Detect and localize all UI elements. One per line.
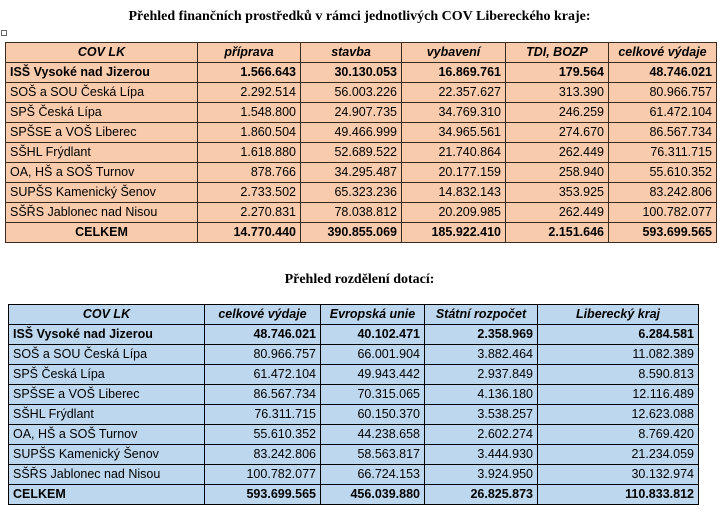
table-row [9,325,699,345]
school-name-cell: CELKEM [9,485,205,505]
amount-cell: 1.618.880 [198,143,301,163]
amount-cell: 30.132.974 [538,465,699,485]
school-name-cell: CELKEM [6,223,198,243]
table-row [9,485,699,505]
amount-cell: 49.943.442 [321,365,425,385]
table2-title: Přehled rozdělení dotací: [284,272,435,287]
school-name-cell: SŠŘS Jablonec nad Nisou [9,465,205,485]
column-header: celkové výdaje [205,305,321,325]
table-header-row [6,43,717,63]
amount-cell: 2.602.274 [425,425,538,445]
amount-cell: 24.907.735 [301,103,402,123]
amount-cell: 70.315.065 [321,385,425,405]
column-header: vybavení [402,43,506,63]
table-row [9,405,699,425]
column-header: celkové výdaje [609,43,717,63]
school-name-cell: ISŠ Vysoké nad Jizerou [6,63,198,83]
school-name-cell: SPŠ Česká Lípa [6,103,198,123]
amount-cell: 8.590.813 [538,365,699,385]
table-row [6,63,717,83]
amount-cell: 6.284.581 [538,325,699,345]
amount-cell: 179.564 [506,63,609,83]
amount-cell: 55.610.352 [609,163,717,183]
school-name-cell: SŠHL Frýdlant [6,143,198,163]
amount-cell: 61.472.104 [205,365,321,385]
school-name-cell: SUPŠS Kamenický Šenov [9,445,205,465]
table-row [6,123,717,143]
table-row [9,425,699,445]
amount-cell: 12.116.489 [538,385,699,405]
amount-cell: 14.832.143 [402,183,506,203]
table-anchor-handle[interactable] [1,30,7,36]
school-name-cell: SUPŠS Kamenický Šenov [6,183,198,203]
amount-cell: 2.733.502 [198,183,301,203]
table-row [6,223,717,243]
amount-cell: 20.177.159 [402,163,506,183]
school-name-cell: SOŠ a SOU Česká Lípa [6,83,198,103]
amount-cell: 86.567.734 [205,385,321,405]
school-name-cell: ISŠ Vysoké nad Jizerou [9,325,205,345]
amount-cell: 34.295.487 [301,163,402,183]
amount-cell: 1.860.504 [198,123,301,143]
school-name-cell: SPŠSE a VOŠ Liberec [9,385,205,405]
table-row [9,445,699,465]
amount-cell: 86.567.734 [609,123,717,143]
amount-cell: 878.766 [198,163,301,183]
amount-cell: 313.390 [506,83,609,103]
column-header: Státní rozpočet [425,305,538,325]
table-row [6,203,717,223]
column-header: TDI, BOZP [506,43,609,63]
amount-cell: 258.940 [506,163,609,183]
amount-cell: 78.038.812 [301,203,402,223]
amount-cell: 100.782.077 [609,203,717,223]
table-row [9,385,699,405]
amount-cell: 30.130.053 [301,63,402,83]
amount-cell: 40.102.471 [321,325,425,345]
amount-cell: 55.610.352 [205,425,321,445]
amount-cell: 22.357.627 [402,83,506,103]
amount-cell: 593.699.565 [609,223,717,243]
amount-cell: 58.563.817 [321,445,425,465]
amount-cell: 456.039.880 [321,485,425,505]
subsidy-distribution-table [8,304,699,505]
amount-cell: 60.150.370 [321,405,425,425]
amount-cell: 21.740.864 [402,143,506,163]
amount-cell: 21.234.059 [538,445,699,465]
school-name-cell: OA, HŠ a SOŠ Turnov [9,425,205,445]
school-name-cell: SPŠ Česká Lípa [9,365,205,385]
table1-title: Přehled finančních prostředků v rámci jednotlivých COV Libereckého kraje: [128,9,591,24]
amount-cell: 353.925 [506,183,609,203]
amount-cell: 44.238.658 [321,425,425,445]
amount-cell: 80.966.757 [205,345,321,365]
amount-cell: 2.358.969 [425,325,538,345]
amount-cell: 61.472.104 [609,103,717,123]
amount-cell: 65.323.236 [301,183,402,203]
amount-cell: 83.242.806 [205,445,321,465]
table-row [9,345,699,365]
amount-cell: 4.136.180 [425,385,538,405]
table-row [9,365,699,385]
amount-cell: 3.538.257 [425,405,538,425]
amount-cell: 26.825.873 [425,485,538,505]
amount-cell: 66.001.904 [321,345,425,365]
amount-cell: 2.292.514 [198,83,301,103]
amount-cell: 66.724.153 [321,465,425,485]
amount-cell: 48.746.021 [609,63,717,83]
financial-overview-table [5,42,717,243]
amount-cell: 34.769.310 [402,103,506,123]
column-header: Evropská unie [321,305,425,325]
amount-cell: 56.003.226 [301,83,402,103]
table-row [6,163,717,183]
amount-cell: 1.548.800 [198,103,301,123]
amount-cell: 76.311.715 [205,405,321,425]
amount-cell: 262.449 [506,143,609,163]
column-header: COV LK [6,43,198,63]
amount-cell: 49.466.999 [301,123,402,143]
amount-cell: 1.566.643 [198,63,301,83]
amount-cell: 52.689.522 [301,143,402,163]
amount-cell: 274.670 [506,123,609,143]
amount-cell: 2.937.849 [425,365,538,385]
amount-cell: 3.924.950 [425,465,538,485]
amount-cell: 34.965.561 [402,123,506,143]
amount-cell: 2.151.646 [506,223,609,243]
column-header: Liberecký kraj [538,305,699,325]
column-header: COV LK [9,305,205,325]
school-name-cell: SOŠ a SOU Česká Lípa [9,345,205,365]
amount-cell: 48.746.021 [205,325,321,345]
amount-cell: 8.769.420 [538,425,699,445]
school-name-cell: SŠHL Frýdlant [9,405,205,425]
amount-cell: 390.855.069 [301,223,402,243]
column-header: stavba [301,43,402,63]
amount-cell: 246.259 [506,103,609,123]
amount-cell: 76.311.715 [609,143,717,163]
table-row [6,83,717,103]
amount-cell: 11.082.389 [538,345,699,365]
school-name-cell: OA, HŠ a SOŠ Turnov [6,163,198,183]
amount-cell: 16.869.761 [402,63,506,83]
amount-cell: 80.966.757 [609,83,717,103]
amount-cell: 3.882.464 [425,345,538,365]
amount-cell: 2.270.831 [198,203,301,223]
amount-cell: 110.833.812 [538,485,699,505]
amount-cell: 185.922.410 [402,223,506,243]
table-row [9,465,699,485]
table-row [6,103,717,123]
amount-cell: 262.449 [506,203,609,223]
table-header-row [9,305,699,325]
amount-cell: 20.209.985 [402,203,506,223]
amount-cell: 14.770.440 [198,223,301,243]
table-row [6,183,717,203]
school-name-cell: SŠŘS Jablonec nad Nisou [6,203,198,223]
amount-cell: 12.623.088 [538,405,699,425]
amount-cell: 3.444.930 [425,445,538,465]
amount-cell: 100.782.077 [205,465,321,485]
amount-cell: 593.699.565 [205,485,321,505]
column-header: příprava [198,43,301,63]
amount-cell: 83.242.806 [609,183,717,203]
table-row [6,143,717,163]
school-name-cell: SPŠSE a VOŠ Liberec [6,123,198,143]
